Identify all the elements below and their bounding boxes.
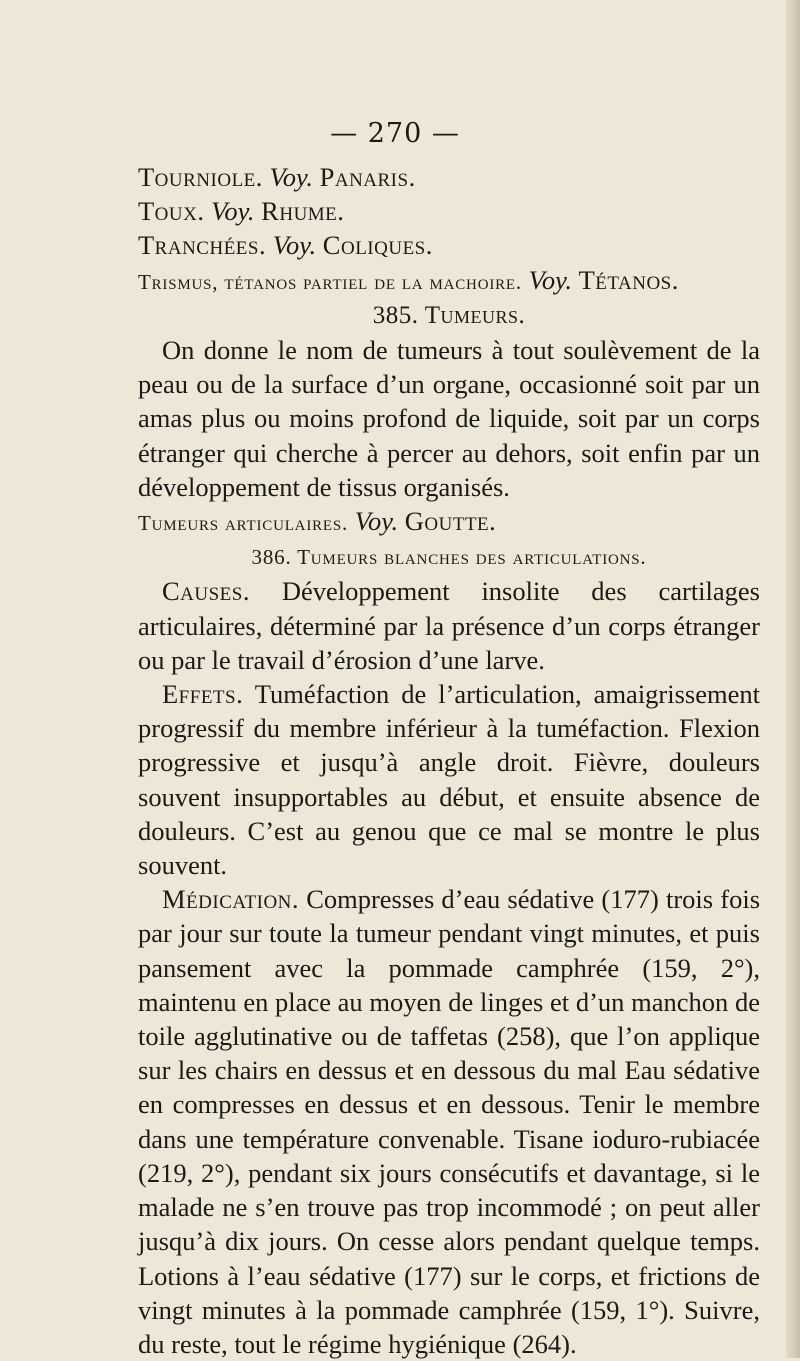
entry-ref-prefix: Voy. bbox=[269, 162, 313, 192]
entry-ref-prefix: Voy. bbox=[272, 230, 317, 261]
entry-tumeurs-articulaires bbox=[138, 504, 760, 540]
entry-term: Tumeurs articulaires. bbox=[138, 511, 349, 536]
entry-term: Tranchées. bbox=[138, 230, 267, 261]
entry-term: Tourniole. bbox=[138, 162, 263, 192]
entry-target: Rhume. bbox=[261, 196, 345, 227]
medication-label: Médication. bbox=[162, 884, 300, 915]
entry-target: Tétanos. bbox=[578, 264, 679, 295]
effets-label: Effets. bbox=[162, 679, 244, 710]
page-number: — 270 — bbox=[330, 118, 460, 149]
causes-text: Développement insolite des cartilages articulaires, déterminé par la présence d’un corps étranger ou par le travail d’érosion d’une larve. bbox=[138, 576, 760, 675]
section-386-effets bbox=[138, 677, 760, 882]
section-386-causes bbox=[138, 574, 760, 677]
page-text bbox=[138, 160, 760, 1361]
entry-trismus bbox=[138, 263, 760, 299]
entry-ref-prefix: Voy. bbox=[211, 196, 255, 227]
section-386-medication bbox=[138, 882, 760, 1361]
entry-tourniole bbox=[138, 160, 760, 194]
entry-target: Coliques. bbox=[322, 230, 433, 261]
medication-text: Compresses d’eau sédative (177) trois fois par jour sur toute la tumeur pendant vingt minutes, et puis pansement avec la pommade camphrée (159, 2°), maintenu en place au moyen de linges et d’un manchon de toile agglutinative ou de taffetas (258), que l’on applique sur les chairs en dessus et en dessous du mal Eau sédative en compresses en dessus et en dessous. Tenir le membre dans une température convenable. Tisane ioduro-rubiacée (219, 2°), pendant six jours consécutifs et davantage, si le malade ne s’en trouve pas trop incommodé ; on peut aller jusqu’à dix jours. On cesse alors pendant quelque temps. Lotions à l’eau sédative (177) sur le corps, et frictions de vingt minutes à la pommade camphrée (159, 1°). Suivre, du reste, tout le régime hygiénique (264). bbox=[138, 884, 761, 1359]
entry-ref-prefix: Voy. bbox=[354, 506, 399, 537]
causes-label: Causes. bbox=[162, 576, 250, 607]
entry-toux bbox=[138, 194, 760, 228]
page-edge-shadow bbox=[786, 0, 800, 1358]
section-385-body: On donne le nom de tumeurs à tout soulèvement de la peau ou de la surface d’un organe, occasionné soit par un amas plus ou moins profond de liquide, soit par un corps étranger qui cherche à percer au dehors, soit enfin par un développement de tissus organisés. bbox=[138, 335, 760, 502]
section-386-heading: 386. Tumeurs blanches des articulations. bbox=[251, 545, 647, 570]
entry-tranchees bbox=[138, 228, 760, 262]
entry-target: Goutte. bbox=[404, 506, 497, 537]
entry-term: Toux. bbox=[138, 196, 205, 227]
entry-term: Trismus, tétanos partiel de la machoire. bbox=[138, 269, 522, 294]
entry-ref-prefix: Voy. bbox=[528, 264, 572, 295]
entry-target: Panaris. bbox=[319, 162, 416, 192]
effets-text: Tuméfaction de l’articulation, amaigrissement progressif du membre inférieur à la tuméfaction. Flexion progressive et jusqu’à angle droit. Fièvre, douleurs souvent insupportables au début, et ensuite absence de douleurs. C’est au genou que ce mal se montre le plus souvent. bbox=[138, 679, 760, 881]
section-385-heading: 385. Tumeurs. bbox=[372, 301, 526, 329]
